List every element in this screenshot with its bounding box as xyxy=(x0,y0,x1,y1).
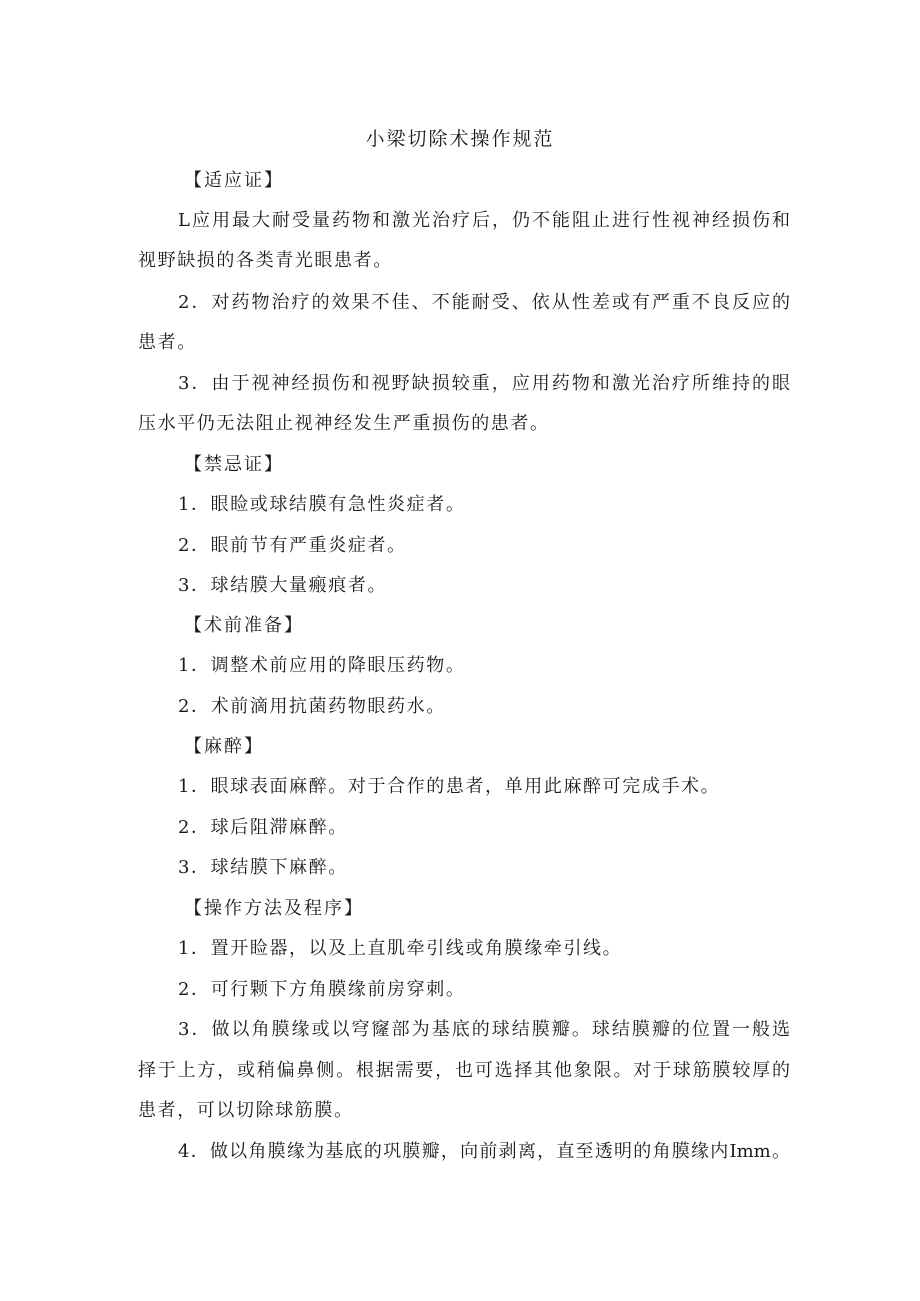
paragraph-line: L应用最大耐受量药物和激光治疗后，仍不能阻止进行性视神经损伤和 xyxy=(178,210,790,231)
paragraph-line: 1．眼球表面麻醉。对于合作的患者，单用此麻醉可完成手术。 xyxy=(178,776,721,797)
paragraph-line: 择于上方，或稍偏鼻侧。根据需要，也可选择其他象限。对于球筋膜较厚的 xyxy=(138,1060,790,1081)
paragraph-line: 2．术前滴用抗菌药物眼药水。 xyxy=(178,696,446,717)
paragraph-line: 3．球结膜下麻醉。 xyxy=(178,857,348,878)
paragraph-line: 2．球后阻滞麻醉。 xyxy=(178,817,348,838)
section-heading-preoperative: 【术前准备】 xyxy=(184,615,304,636)
paragraph-line: 3．球结膜大量瘢痕者。 xyxy=(178,575,388,596)
paragraph-line: 1．置开睑器，以及上直肌牵引线或角膜缘牵引线。 xyxy=(178,938,623,959)
paragraph-line: 3．由于视神经损伤和视野缺损较重，应用药物和激光治疗所维持的眼 xyxy=(178,373,790,394)
paragraph-line: 视野缺损的各类青光眼患者。 xyxy=(138,250,393,271)
section-heading-procedure: 【操作方法及程序】 xyxy=(184,898,364,919)
paragraph-line: 2．可行颗下方角膜缘前房穿刺。 xyxy=(178,979,466,1000)
paragraph-line: 患者。 xyxy=(138,332,197,353)
paragraph-line: 3．做以角膜缘或以穹窿部为基底的球结膜瓣。球结膜瓣的位置一般选 xyxy=(178,1019,790,1040)
paragraph-line: 1．眼睑或球结膜有急性炎症者。 xyxy=(178,494,466,515)
paragraph-line: 压水平仍无法阻止视神经发生严重损伤的患者。 xyxy=(138,413,550,434)
paragraph-line: 2．眼前节有严重炎症者。 xyxy=(178,535,407,556)
paragraph-line: 2．对药物治疗的效果不佳、不能耐受、依从性差或有严重不良反应的 xyxy=(178,292,790,313)
paragraph-line: 4．做以角膜缘为基底的巩膜瓣，向前剥离，直至透明的角膜缘内Imm。 xyxy=(178,1141,790,1162)
section-heading-contraindications: 【禁忌证】 xyxy=(184,454,284,475)
section-heading-anesthesia: 【麻醉】 xyxy=(184,736,264,757)
paragraph-line: 1．调整术前应用的降眼压药物。 xyxy=(178,655,466,676)
document-title: 小梁切除术操作规范 xyxy=(365,128,555,150)
paragraph-line: 患者，可以切除球筋膜。 xyxy=(138,1100,354,1121)
section-heading-indications: 【适应证】 xyxy=(184,170,284,191)
